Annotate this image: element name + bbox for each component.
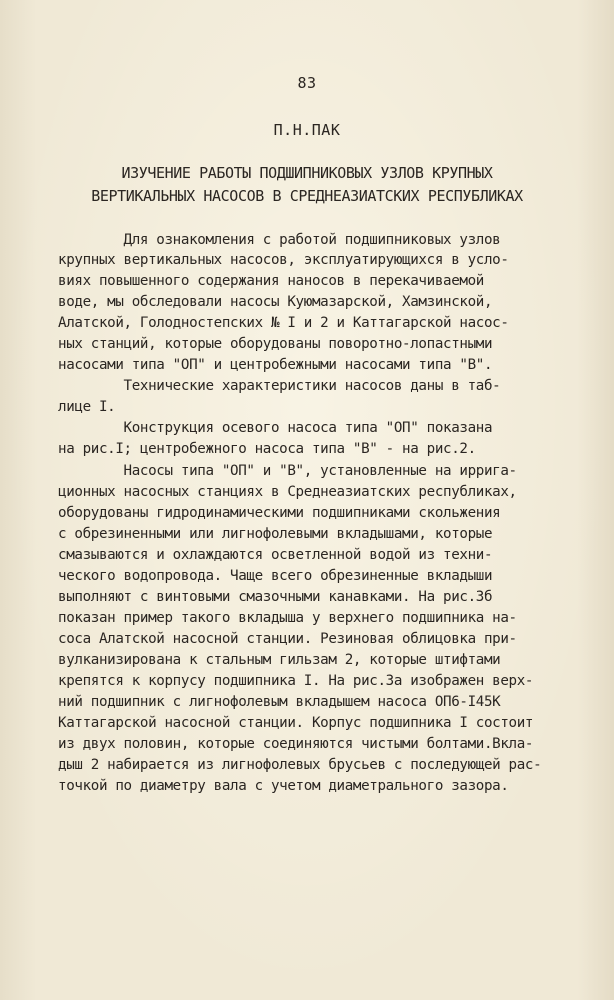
body-text-line: Конструкция осевого насоса типа "ОП" показана (58, 420, 493, 436)
body-text-line: ний подшипник с лигнофолевым вкладышем насоса ОП6-I45К (58, 694, 501, 710)
body-text-line: смазываются и охлаждаются осветленной водой из техни- (58, 547, 493, 563)
body-text-line: виях повышенного содержания наносов в перекачиваемой (58, 273, 484, 289)
body-text-line: Насосы типа "ОП" и "В", установленные на ирригa- (58, 463, 517, 479)
article-title-line-2: ВЕРТИКАЛЬНЫХ НАСОСОВ В СРЕДНЕАЗИАТСКИХ РЕСПУБЛИКАХ (91, 187, 523, 205)
body-text-line: Алатской, Голодностепских № I и 2 и Каттагарской насос- (58, 315, 509, 331)
page-number: 83 (297, 74, 317, 92)
body-text-line: показан пример такого вкладыша у верхнего подшипника на- (58, 610, 517, 626)
body-text-line: соса Алатской насосной станции. Резиновая облицовка при- (58, 631, 517, 647)
body-text-line: ных станций, которые оборудованы поворотно-лопастными (58, 336, 493, 352)
body-text-line: ческого водопровода. Чаще всего обрезиненные вкладыши (58, 568, 493, 584)
body-text-line: Каттагарской насосной станции. Корпус подшипника I состоит (58, 715, 534, 731)
body-text-line: Технические характеристики насосов даны в таб- (58, 378, 501, 394)
body-text-line: из двух половин, которые соединяются чистыми болтами.Вкла- (58, 736, 534, 752)
body-text-line: насосами типа "ОП" и центробежными насосами типа "В". (58, 357, 493, 373)
body-text-line: вулканизирована к стальным гильзам 2, которые штифтами (58, 652, 501, 668)
body-text-line: воде, мы обследовали насосы Куюмазарской, Хамзинской, (58, 294, 493, 310)
article-title-line-1: ИЗУЧЕНИЕ РАБОТЫ ПОДШИПНИКОВЫХ УЗЛОВ КРУПНЫХ (121, 164, 493, 182)
body-text-line: Для ознакомления с работой подшипниковых узлов (58, 232, 501, 248)
body-text-line: с обрезиненными или лигнофолевыми вкладышами, которые (58, 526, 493, 542)
body-text-line: дыш 2 набирается из лигнофолевых брусьев с последующей рас- (58, 757, 542, 773)
body-text-line: точкой по диаметру вала с учетом диаметрального зазора. (58, 778, 509, 794)
body-text-line: на рис.I; центробежного насоса типа "В" - на рис.2. (58, 441, 476, 457)
body-text-line: выполняют с винтовыми смазочными канавками. На рис.3б (58, 589, 493, 605)
body-text-line: крупных вертикальных насосов, эксплуатирующихся в усло- (58, 252, 509, 268)
body-text-line: крепятся к корпусу подшипника I. На рис.3а изображен верх- (58, 673, 534, 689)
author-name: П.Н.ПАК (273, 121, 341, 139)
body-text-line: ционных насосных станциях в Среднеазиатских республиках, (58, 484, 517, 500)
body-text-line: лице I. (58, 399, 116, 415)
body-text-line: оборудованы гидродинамическими подшипниками скольжения (58, 505, 501, 521)
